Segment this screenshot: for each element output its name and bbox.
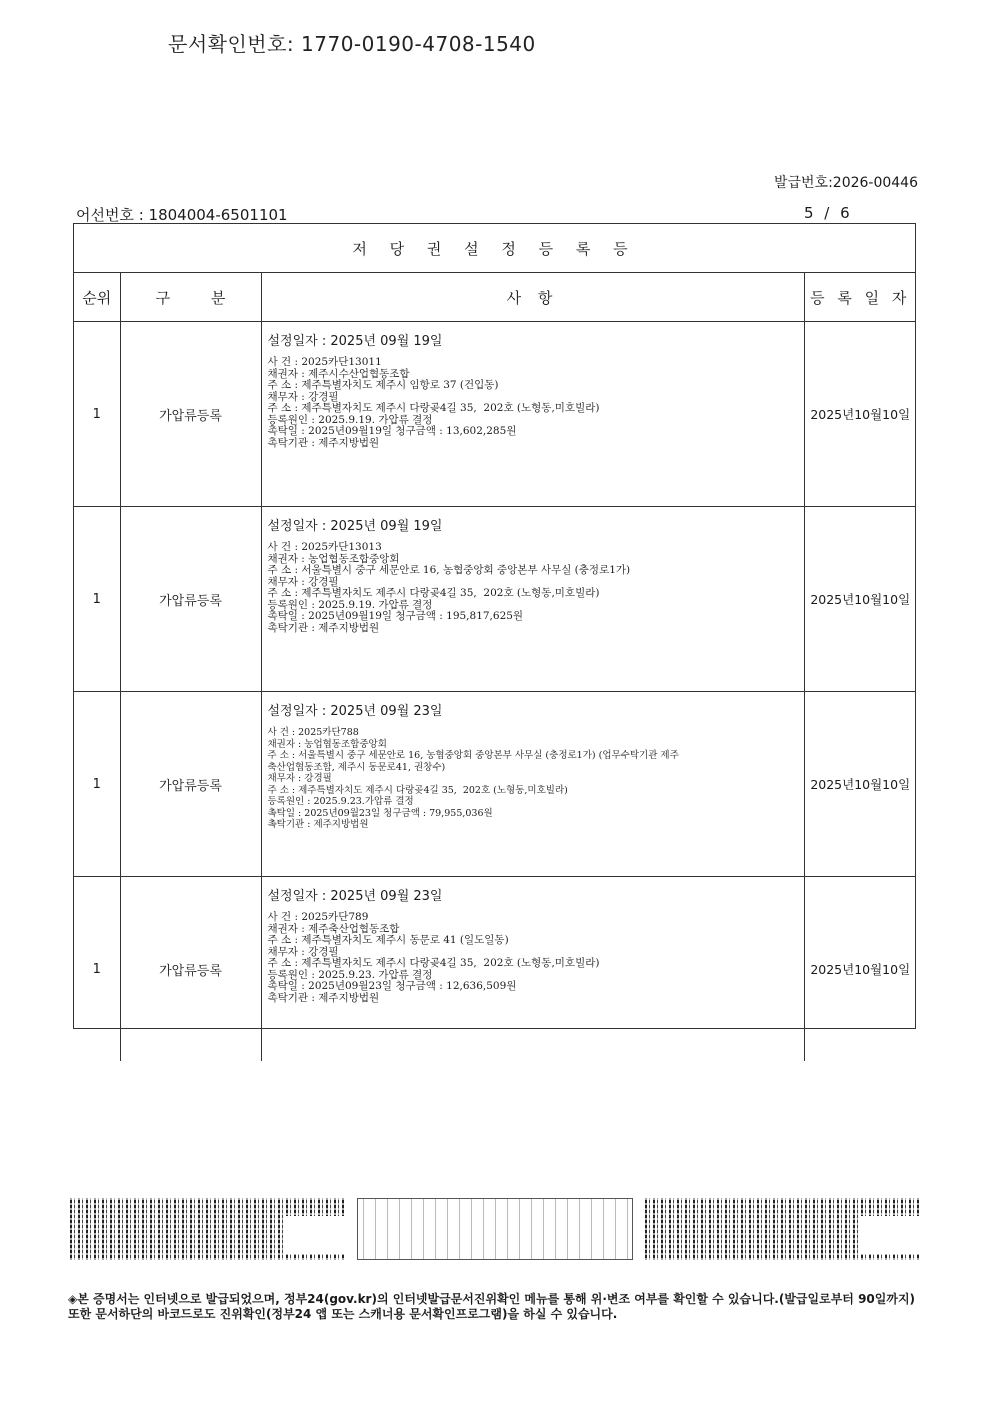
header-row: [74, 273, 916, 322]
detail-line: 사 건 : 2025카단788: [267, 727, 359, 738]
detail-line: 채권자 : 제주축산업협동조합: [267, 922, 400, 935]
mortgage-registration-table: [73, 223, 916, 1029]
detail-line: 주 소 : 제주특별자치도 제주시 다랑곶4길 35, 202호 (노형동,미호빌라): [267, 957, 600, 969]
barcode-middle: [357, 1198, 633, 1260]
column-header-details: 사 항: [261, 273, 804, 322]
detail-line: 채무자 : 강경필: [267, 575, 339, 588]
detail-line: 주 소 : 제주특별자치도 제주시 동문로 41 (일도일동): [267, 934, 509, 946]
set-date: 설정일자 : 2025년 09월 19일: [267, 519, 443, 534]
detail-line: 촉탁일 : 2025년09월19일 청구금액 : 195,817,625원: [267, 610, 524, 622]
detail-line: 채권자 : 농업협동조합중앙회: [267, 738, 387, 750]
kind-cell: 가압류등록: [120, 692, 261, 877]
kind-cell: 가압류등록: [120, 322, 261, 507]
detail-line: 촉탁기관 : 제주지방법원: [267, 819, 369, 830]
column-header-registration-date: 등 록 일 자: [804, 273, 916, 322]
detail-line: 주 소 : 서울특별시 중구 세문안로 16, 농협중앙회 중앙본부 사무실 (충정로1가) (업무수탁기관 제주: [267, 750, 679, 761]
document-confirmation-number: 문서확인번호: 1770-0190-4708-1540: [168, 32, 536, 56]
issue-number: 발급번호:2026-00446: [773, 175, 918, 191]
vessel-number: 어선번호 : 1804004-6501101: [76, 206, 288, 224]
detail-line: 사 건 : 2025카단789: [267, 911, 369, 923]
detail-line: 축산업협동조합, 제주시 동문로41, 권창수): [267, 761, 446, 773]
detail-line: 촉탁기관 : 제주지방법원: [267, 436, 380, 449]
rank-cell: 1: [74, 322, 120, 507]
detail-line: 등록원인 : 2025.9.19. 가압류 결정: [267, 413, 433, 426]
detail-line: 촉탁일 : 2025년09월23일 청구금액 : 79,955,036원: [267, 807, 493, 819]
table-row: [74, 692, 916, 877]
detail-line: 촉탁기관 : 제주지방법원: [267, 621, 380, 634]
table-row: [74, 877, 916, 1062]
set-date: 설정일자 : 2025년 09월 23일: [267, 704, 443, 719]
kind-cell: 가압류등록: [120, 507, 261, 692]
detail-line: 주 소 : 제주특별자치도 제주시 임항로 37 (건입동): [267, 379, 499, 391]
registration-date-cell: 2025년10월10일: [804, 507, 916, 692]
detail-line: 채무자 : 강경필: [267, 390, 339, 403]
detail-line: 촉탁일 : 2025년09월23일 청구금액 : 12,636,509원: [267, 980, 517, 992]
detail-line: 주 소 : 제주특별자치도 제주시 다랑곶4길 35, 202호 (노형동,미호빌라): [267, 402, 600, 414]
details-cell: [261, 322, 804, 507]
barcode-left: [70, 1198, 346, 1260]
details-cell: [261, 507, 804, 692]
detail-line: 주 소 : 서울특별시 중구 세문안로 16, 농협중앙회 중앙본부 사무실 (충정로1가): [267, 564, 631, 576]
page-indicator: 5 / 6: [804, 204, 850, 222]
registration-grid: [74, 273, 916, 1061]
detail-line: 채무자 : 강경필: [267, 773, 332, 784]
registration-date-cell: 2025년10월10일: [804, 877, 916, 1062]
table-row: [74, 322, 916, 507]
set-date: 설정일자 : 2025년 09월 19일: [267, 334, 443, 349]
detail-line: 촉탁일 : 2025년09월19일 청구금액 : 13,602,285원: [267, 425, 517, 437]
rank-cell: 1: [74, 692, 120, 877]
detail-line: 등록원인 : 2025.9.23.가압류 결정: [267, 796, 414, 807]
detail-line: 등록원인 : 2025.9.19. 가압류 결정: [267, 598, 433, 611]
registration-date-cell: 2025년10월10일: [804, 692, 916, 877]
table-row: [74, 507, 916, 692]
detail-line: 채권자 : 제주시수산업협동조합: [267, 367, 410, 380]
details-cell: [261, 692, 804, 877]
table-title: 저 당 권 설 정 등 록 등: [74, 224, 915, 273]
registration-date-cell: 2025년10월10일: [804, 322, 916, 507]
detail-line: 채무자 : 강경필: [267, 945, 339, 958]
rank-cell: 1: [74, 507, 120, 692]
detail-line: 촉탁기관 : 제주지방법원: [267, 991, 380, 1004]
detail-line: 등록원인 : 2025.9.23. 가압류 결정: [267, 968, 433, 981]
detail-line: 주 소 : 제주특별자치도 제주시 다랑곶4길 35, 202호 (노형동,미호빌라): [267, 587, 600, 599]
verification-notice: ◈본 증명서는 인터넷으로 발급되었으며, 정부24(gov.kr)의 인터넷발급문서진위확인 메뉴를 통해 위·변조 여부를 확인할 수 있습니다.(발급일로부터 90일까지) 또한 문서하단의 바코드로도 진위확인(정부24 앱 또는 스캐너용 문서확인프로그램)을 하실 수 있습니다.: [68, 1292, 916, 1321]
detail-line: 주 소 : 제주특별자치도 제주시 다랑곶4길 35, 202호 (노형동,미호빌라): [267, 784, 568, 796]
detail-line: 채권자 : 농업협동조합중앙회: [267, 552, 400, 565]
details-cell: [261, 877, 804, 1062]
rank-cell: 1: [74, 877, 120, 1062]
detail-line: 사 건 : 2025카단13013: [267, 541, 382, 553]
set-date: 설정일자 : 2025년 09월 23일: [267, 889, 443, 904]
detail-line: 사 건 : 2025카단13011: [267, 356, 382, 368]
column-header-kind: 구 분: [120, 273, 261, 322]
kind-cell: 가압류등록: [120, 877, 261, 1062]
column-header-rank: 순위: [74, 273, 120, 322]
barcode-right: [645, 1198, 920, 1260]
